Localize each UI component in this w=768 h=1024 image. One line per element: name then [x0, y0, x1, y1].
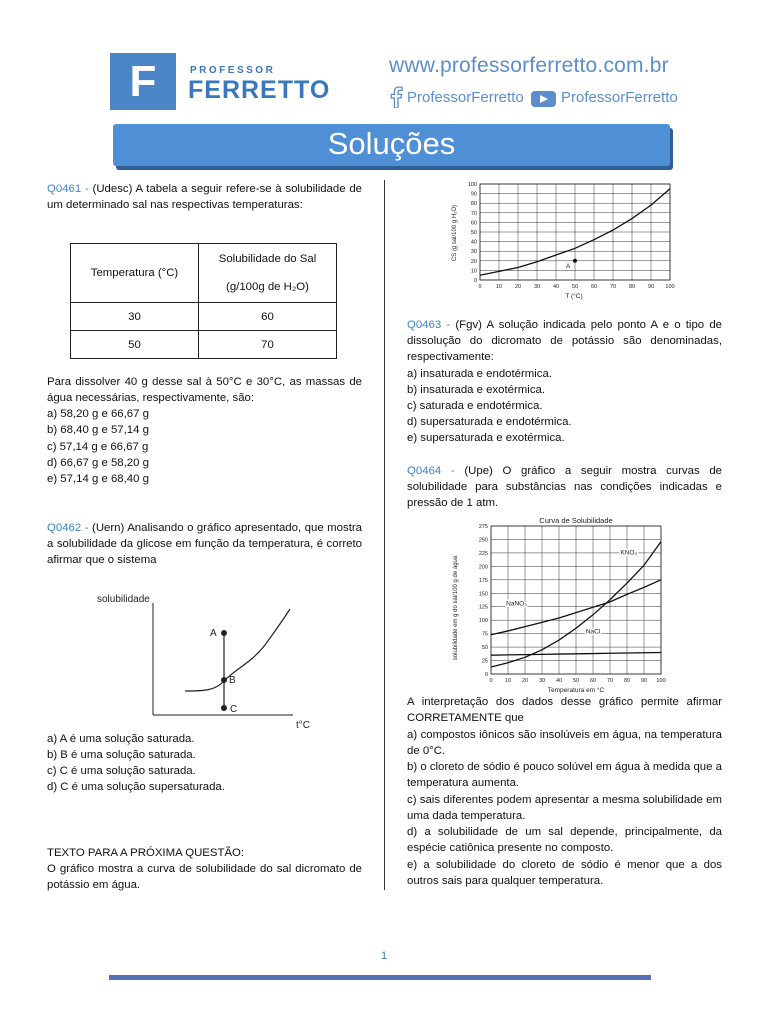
y-tick-label: 30: [470, 249, 477, 256]
y-tick-label: 0: [484, 672, 488, 678]
x-tick-label: 30: [533, 284, 541, 290]
glucose-curve: [185, 609, 290, 691]
q0461-option-d[interactable]: d) 66,67 g e 58,20 g: [47, 457, 149, 469]
q0463-option-d[interactable]: d) supersaturada e endotérmica.: [407, 416, 572, 428]
q0462-option-a[interactable]: a) A é uma solução saturada.: [47, 733, 195, 745]
x-tick-label: 0: [489, 678, 493, 684]
x-tick-label: 50: [572, 678, 580, 684]
footer-bar: [109, 975, 651, 980]
q0464-source: (Upe): [464, 465, 493, 477]
y-tick-label: 50: [470, 230, 477, 236]
point-a: [221, 630, 227, 636]
x-tick-label: 90: [647, 284, 655, 290]
q0462-option-b[interactable]: b) B é uma solução saturada.: [47, 749, 196, 761]
x-tick-label: 10: [495, 284, 503, 290]
page-title: Soluções: [327, 126, 456, 161]
q0464-question: A interpretação dos dados desse gráfico permite afirmar CORRETAMENTE que: [407, 696, 722, 725]
next-text-body: O gráfico mostra a curva de solubilidade do sal dicromato de potássio em água.: [47, 863, 362, 892]
kno3-label: KNO₃: [620, 549, 638, 557]
table-row: [71, 303, 337, 331]
nano3-label: NaNO₃: [506, 600, 527, 608]
x-tick-label: 60: [589, 678, 597, 684]
x-tick-label: 70: [609, 284, 617, 290]
next-text-heading: TEXTO PARA A PRÓXIMA QUESTÃO:: [47, 847, 245, 859]
y-tick-label: 275: [478, 524, 488, 530]
point-c: [221, 705, 227, 711]
q0463-source: (Fgv): [455, 319, 482, 331]
x-tick-label: 60: [590, 284, 598, 290]
y-tick-label: 25: [481, 658, 488, 665]
x-tick-label: 0: [478, 284, 482, 290]
q0461-option-b[interactable]: b) 68,40 g e 57,14 g: [47, 424, 149, 436]
q0462-id: Q0462: [47, 522, 82, 534]
point-a-label: A: [210, 628, 217, 639]
y-tick-label: 50: [481, 645, 488, 652]
q0464-id: Q0464: [407, 465, 442, 477]
facebook-link[interactable]: ProfessorFerretto: [407, 89, 524, 106]
table-cell: 60: [199, 303, 337, 331]
y-tick-label: 100: [467, 182, 477, 188]
q0463-text: A solução indicada pelo ponto A e o tipo de dissolução do dicromato de potássio são denominadas, respectivamente:: [407, 319, 722, 364]
table-row: [71, 331, 337, 359]
q0464-option-d[interactable]: d) a solubilidade de um sal depende, principalmente, da espécie catiônica presente no composto.: [407, 826, 722, 855]
y-tick-label: 10: [470, 268, 477, 275]
table-cell: 70: [199, 331, 337, 359]
q0463-option-b[interactable]: b) insaturada e exotérmica.: [407, 384, 546, 396]
q0462-option-d[interactable]: d) C é uma solução supersaturada.: [47, 781, 225, 793]
q0463-id: Q0463: [407, 319, 442, 331]
q0461-question: Para dissolver 40 g desse sal à 50°C e 30°C, as massas de água necessárias, respectivamente, são:: [47, 376, 362, 405]
y-tick-label: 125: [478, 604, 488, 611]
q0461-intro: Q0461 - (Udesc) A tabela a seguir refere-se à solubilidade de um determinado sal nas respectivas temperaturas:: [47, 183, 362, 212]
page-number: 1: [380, 950, 388, 962]
solubility-chart-ylabel: solubilidade em g do sal/100 g de água: [453, 555, 459, 661]
nacl-label: NaCl: [585, 628, 601, 636]
x-tick-label: 20: [521, 678, 529, 684]
y-tick-label: 70: [470, 210, 477, 217]
y-tick-label: 100: [478, 618, 488, 625]
y-tick-label: 75: [481, 631, 488, 638]
table-cell: 50: [71, 331, 199, 359]
glucose-graph: [93, 585, 318, 730]
solubility-curves-chart: [446, 513, 672, 695]
table-header-sol: [199, 244, 337, 303]
y-tick-label: 175: [478, 577, 488, 584]
brand-small: PROFESSOR: [190, 65, 276, 76]
y-tick-label: 80: [470, 201, 477, 208]
q0463-option-a[interactable]: a) insaturada e endotérmica.: [407, 368, 552, 380]
dichromate-ylabel: CS (g sal/100 g H₂O): [452, 204, 458, 262]
solubility-chart-title: Curva de Solubilidade: [539, 516, 613, 525]
q0462-source: (Uern): [92, 522, 125, 534]
q0462-option-c[interactable]: c) C é uma solução saturada.: [47, 765, 196, 777]
q0464-option-e[interactable]: e) a solubilidade do cloreto de sódio é menor que a dos outros sais para qualquer temperatura.: [407, 859, 722, 888]
x-tick-label: 80: [628, 284, 636, 290]
q0461-option-a[interactable]: a) 58,20 g e 66,67 g: [47, 408, 149, 420]
q0462-text: Analisando o gráfico apresentado, que mostra a solubilidade da glicose em função da temperatura, é correto afirmar que o sistema: [47, 522, 362, 567]
q0461-id: Q0461: [47, 183, 82, 195]
q0464-intro: Q0464 - (Upe) O gráfico a seguir mostra curvas de solubilidade para substâncias nas condições indicadas e pressão de 1 atm.: [407, 465, 722, 510]
y-tick-label: 225: [478, 550, 488, 557]
y-tick-label: 150: [478, 591, 488, 598]
q0464-option-b[interactable]: b) o cloreto de sódio é pouco solúvel em água à medida que a temperatura aumenta.: [407, 761, 722, 790]
q0464-option-a[interactable]: a) compostos iônicos são insolúveis em água, na temperatura de 0°C.: [407, 729, 722, 758]
y-tick-label: 0: [473, 278, 477, 284]
q0463-option-e[interactable]: e) supersaturada e exotérmica.: [407, 432, 565, 444]
q0461-option-e[interactable]: e) 57,14 g e 68,40 g: [47, 473, 149, 485]
dichromate-xlabel: T (°C): [565, 293, 583, 300]
x-tick-label: 10: [504, 678, 512, 684]
website-link[interactable]: www.professorferretto.com.br: [389, 54, 669, 77]
table-header-sol-line1: Solubilidade do Sal: [218, 253, 317, 265]
point-c-label: C: [230, 704, 238, 715]
logo: [110, 53, 176, 110]
solubility-chart-xlabel: Temperatura em °C: [547, 687, 605, 694]
x-tick-label: 100: [665, 284, 675, 290]
solubility-table: [70, 243, 337, 359]
x-tick-label: 70: [606, 678, 614, 684]
x-tick-label: 80: [623, 678, 631, 684]
table-cell: 30: [71, 303, 199, 331]
x-tick-label: 30: [538, 678, 546, 684]
q0463-intro: Q0463 - (Fgv) A solução indicada pelo ponto A e o tipo de dissolução do dicromato de potássio são denominadas, respectivamente:: [407, 319, 722, 364]
title-bar: [113, 124, 670, 166]
column-divider: [384, 180, 385, 890]
q0462-intro: Q0462 - (Uern) Analisando o gráfico apresentado, que mostra a solubilidade da glicose em função da temperatura, é correto afirmar que o sistema: [47, 522, 362, 567]
q0461-text: A tabela a seguir refere-se à solubilidade de um determinado sal nas respectivas temperaturas:: [47, 183, 362, 212]
y-tick-label: 60: [470, 220, 477, 227]
x-tick-label: 50: [571, 284, 579, 290]
facebook-icon: [389, 86, 403, 108]
point-a-label: A: [565, 262, 571, 270]
x-tick-label: 40: [555, 678, 563, 684]
table-header-temp: Temperatura (°C): [71, 244, 199, 303]
y-tick-label: 40: [470, 239, 477, 246]
x-tick-label: 40: [552, 284, 560, 290]
y-tick-label: 20: [470, 258, 477, 265]
glucose-graph-ylabel: solubilidade: [97, 594, 150, 605]
table-header-sol-line2: (g/100g de H₂O): [226, 281, 309, 293]
point-a-marker: [573, 259, 577, 263]
y-tick-label: 200: [478, 564, 488, 571]
point-b: [221, 677, 227, 683]
q0464-option-c[interactable]: c) sais diferentes podem apresentar a mesma solubilidade em uma dada temperatura.: [407, 794, 722, 823]
x-tick-label: 100: [656, 678, 666, 684]
youtube-icon: [531, 91, 556, 107]
x-tick-label: 20: [514, 284, 522, 290]
glucose-graph-xlabel: t°C: [296, 720, 310, 730]
q0463-option-c[interactable]: c) saturada e endotérmica.: [407, 400, 543, 412]
q0464-text: O gráfico a seguir mostra curvas de solubilidade para substâncias nas condições indicadas e pressão de 1 atm.: [407, 465, 722, 510]
q0461-option-c[interactable]: c) 57,14 g e 66,67 g: [47, 441, 149, 453]
logo-letter: F: [129, 57, 157, 106]
x-tick-label: 90: [640, 678, 648, 684]
brand-big: FERRETTO: [188, 76, 331, 104]
youtube-link[interactable]: ProfessorFerretto: [561, 89, 678, 106]
y-tick-label: 250: [478, 537, 488, 544]
y-tick-label: 90: [470, 191, 477, 198]
point-b-label: B: [229, 675, 236, 686]
q0461-source: (Udesc): [92, 183, 133, 195]
dichromate-chart: [446, 176, 678, 304]
